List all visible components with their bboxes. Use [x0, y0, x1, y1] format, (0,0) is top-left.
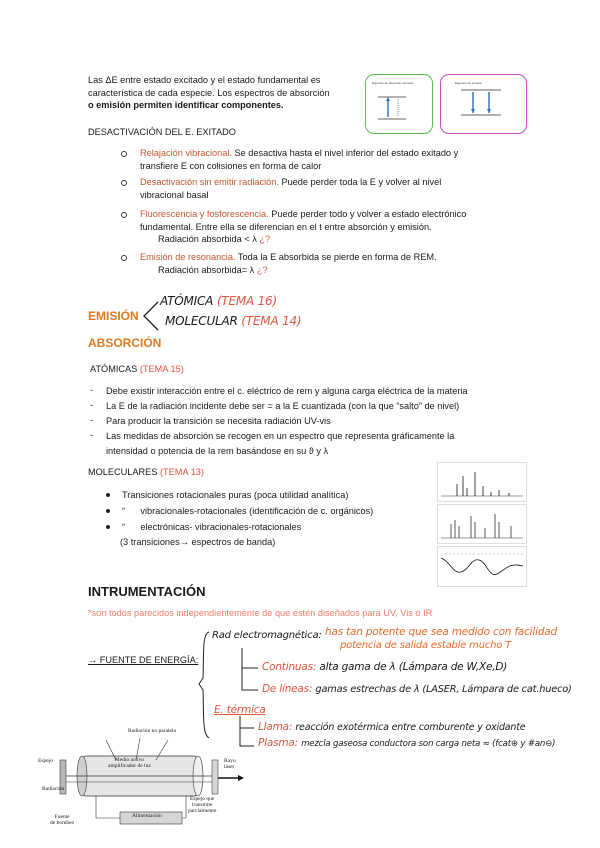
continuas-entry	[262, 661, 507, 673]
atomicas-label: ATÓMICAS	[90, 364, 138, 374]
question-mark-4: ¿?	[256, 264, 268, 275]
laser-diagram-drawing	[36, 726, 246, 844]
continuas-text: alta gama de λ (Lámpara de W,Xe,D)	[319, 661, 508, 673]
atomicas-heading	[90, 363, 184, 376]
laser-label-espejo: Espejo	[38, 758, 53, 764]
laser-label-radiacion: Radiación	[42, 786, 65, 792]
lineas-text: gamas estrechas de λ (LASER, Lámpara de cat.hueco)	[315, 684, 572, 695]
thumb-right-title: Espectro de emisión	[455, 81, 483, 85]
laser-diagram	[36, 726, 246, 844]
lineas-entry	[262, 683, 572, 695]
emision-molecular-label: MOLECULAR	[165, 314, 238, 328]
dash-bullet: -	[90, 385, 93, 395]
dash-bullet: -	[90, 415, 93, 425]
laser-label-medio-activo: Medio activo amplificador de luz	[108, 757, 151, 769]
molecular-spectra-figure	[437, 462, 527, 588]
emision-brace	[140, 298, 162, 334]
desact-text-4: Toda la E absorbida se pierde en forma de REM.	[235, 252, 437, 262]
lineas-label: De líneas:	[262, 683, 313, 695]
desact-cont-4: Radiación absorbida= λ	[158, 264, 255, 275]
intro-line-3: o emisión permiten identificar componentes.	[88, 100, 284, 110]
desact-term-4: Emisión de resonancia.	[140, 252, 236, 262]
rad-note-1: has tan potente que sea medido con facilidad	[325, 626, 558, 638]
rad-note-2: potencia de salida estable mucho T	[340, 640, 512, 651]
rad-label: Rad electromagnética:	[212, 630, 322, 641]
absorption-levels-diagram	[366, 75, 434, 135]
dash-bullet: -	[90, 400, 93, 410]
desact-text-1: Se desactiva hasta el nivel inferior del estado exitado y	[231, 148, 459, 158]
desact-text-3: Puede perder todo y volver a estado electrónico	[268, 209, 467, 219]
laser-label-fuente-bombeo: Fuente de bombeo	[50, 814, 75, 826]
laser-label-espejo-parcial: Espejo que transmite parcialmente	[188, 796, 217, 814]
question-mark-3: ¿?	[259, 234, 271, 244]
atomicas-ref: (TEMA 15)	[139, 364, 184, 374]
desact-term-2: Desactivación sin emitir radiación.	[140, 177, 279, 187]
moleculares-label: MOLECULARES	[88, 467, 158, 477]
bullet-dot	[106, 509, 110, 513]
plasma-entry	[258, 737, 555, 749]
bullet-circle	[121, 212, 127, 218]
emision-atomica-ref: (TEMA 16)	[216, 294, 277, 308]
intro-line-1: Las ΔE entre estado excitado y el estado fundamental es	[88, 75, 321, 85]
bullet-dot	[106, 493, 110, 497]
laser-label-rad-no-paralela: Radiación no paralela	[128, 728, 176, 734]
desact-cont-1: transfiere E con colisiones en forma de calor	[140, 160, 322, 171]
plasma-text: mezcla gaseosa conductora son carga neta ≈ (fcat⊕ y #an⊖)	[301, 739, 556, 749]
moleculares-item-1: Transiciones rotacionales puras (poca utilidad analítica)	[122, 490, 349, 500]
plasma-label: Plasma:	[258, 737, 298, 749]
atomicas-item-1: Debe existir interacción entre el c. eléctrico de rem y alguna carga eléctrica de la materia	[106, 386, 468, 396]
desact-item-4	[140, 251, 500, 276]
bullet-circle	[121, 255, 127, 261]
desact-text-2: Puede perder toda la E y volver al nivel	[278, 177, 442, 187]
emision-atomica	[160, 294, 277, 308]
emision-title: EMISIÓN	[88, 309, 139, 323]
emision-molecular-ref: (TEMA 14)	[241, 314, 302, 328]
atomicas-item-2: La E de la radiación incidente debe ser = a la E cuantizada (con la que “salto” de nivel)	[106, 401, 460, 411]
fuente-energia-label: → FUENTE DE ENERGÍA:	[88, 655, 199, 665]
laser-label-rayo-laser: Rayo láser	[224, 758, 236, 770]
atomicas-item-4: Las medidas de absorción se recogen en un espectro que representa gráficamente la	[106, 431, 455, 441]
llama-entry	[258, 721, 525, 733]
emission-levels-diagram	[441, 75, 528, 135]
instrumentacion-title: INTRUMENTACIÓN	[88, 584, 206, 599]
desact-item-3	[140, 208, 500, 246]
llama-label: Llama:	[258, 721, 293, 733]
llama-text: reacción exotérmica entre comburente y oxidante	[295, 722, 526, 733]
intro-line-2: característica de cada especie. Los espectros de absorción	[88, 87, 330, 98]
desact-cont-3: fundamental. Entre ella se diferencian en el t entre absorción y emisión.	[140, 221, 432, 232]
bullet-dot	[106, 525, 110, 529]
desact-term-1: Relajación vibracional.	[140, 148, 232, 158]
desact-item-1	[140, 147, 500, 172]
desact-term-3: Fluorescencia y fosforescencia.	[140, 209, 269, 219]
bullet-circle	[121, 151, 127, 157]
moleculares-item-3: “ electrónicas- vibracionales-rotacionales	[122, 522, 302, 532]
dash-bullet: -	[90, 430, 93, 440]
moleculares-heading	[88, 466, 204, 479]
atomicas-item-5: intensidad o potencia de la rem basándose en su ϑ y λ	[106, 446, 329, 456]
desact-cont-2: vibracional basal	[140, 189, 209, 200]
continuas-label: Continuas:	[262, 661, 317, 673]
laser-label-alimentacion: Alimentación	[132, 813, 162, 819]
moleculares-item-2: “ vibracionales-rotacionales (identificación de c. orgánicos)	[122, 506, 374, 516]
moleculares-note: (3 transiciones→ espectros de banda)	[120, 537, 276, 547]
atomicas-item-3: Para producir la transición se necesita radiación UV-vis	[106, 416, 331, 426]
moleculares-ref: (TEMA 13)	[160, 467, 204, 477]
absorption-spectrum-thumbnail	[365, 74, 433, 134]
fuente-brace	[198, 630, 212, 740]
instrumentacion-note: *son todos parecidos independientemente de que estén diseñados para UV, Vis o IR	[88, 608, 433, 618]
emission-spectrum-thumbnail	[440, 74, 527, 134]
desact-heading: DESACTIVACIÓN DEL E. EXITADO	[88, 127, 236, 137]
absorcion-title: ABSORCIÓN	[88, 336, 162, 350]
intro-paragraph	[88, 74, 358, 112]
emision-atomica-label: ATÓMICA	[160, 294, 214, 308]
desact-item-2	[140, 176, 500, 201]
termica-label: E. térmica	[214, 704, 266, 716]
desact-cont2-3: Radiación absorbida < λ	[158, 234, 257, 244]
emision-molecular	[165, 314, 301, 328]
thumb-left-title: Espectro de absorción atómica	[372, 81, 414, 85]
bullet-circle	[121, 180, 127, 186]
